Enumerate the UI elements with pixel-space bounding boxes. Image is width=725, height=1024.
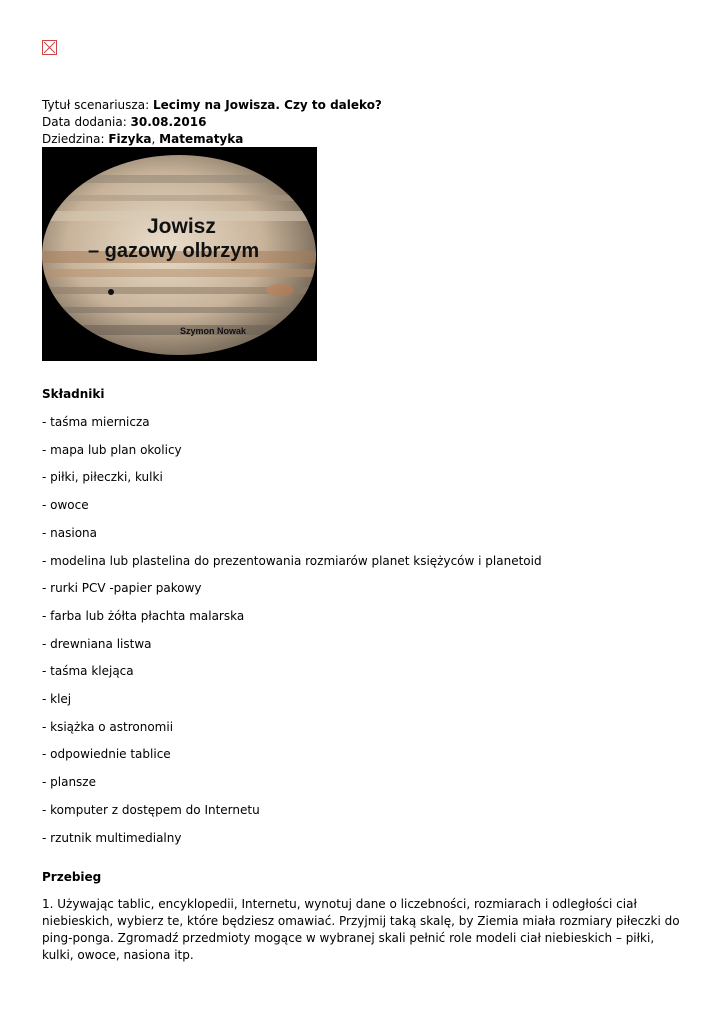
domain-row	[42, 131, 382, 148]
hero-author: Szymon Nowak	[180, 326, 247, 336]
domain-separator: ,	[151, 132, 160, 146]
ingredient-item: - piłki, piłeczki, kulki	[42, 470, 163, 485]
domain-label: Dziedzina:	[42, 132, 109, 146]
ingredient-item: - rzutnik multimedialny	[42, 830, 182, 845]
scenario-meta	[42, 97, 382, 148]
date-added-row	[42, 114, 382, 131]
ingredient-item: - modelina lub plastelina do prezentowania rozmiarów planet księżyców i planetoid	[42, 553, 542, 568]
domain-math: Matematyka	[159, 132, 244, 146]
ingredient-item: - rurki PCV -papier pakowy	[42, 581, 202, 596]
hero-title-line2: – gazowy olbrzym	[88, 240, 260, 262]
ingredients-heading: Składniki	[42, 387, 105, 401]
ingredient-item: - farba lub żółta płachta malarska	[42, 608, 245, 623]
scenario-title-label: Tytuł scenariusza:	[42, 98, 153, 112]
hero-title-line1: Jowisz	[147, 215, 216, 238]
ingredient-item: - taśma klejąca	[42, 664, 134, 679]
scenario-title-row	[42, 97, 382, 114]
procedure-heading: Przebieg	[42, 870, 102, 884]
scenario-title-value: Lecimy na Jowisza. Czy to daleko?	[152, 98, 382, 112]
ingredient-item: - taśma miernicza	[42, 415, 150, 429]
ingredient-item: - komputer z dostępem do Internetu	[42, 802, 260, 817]
ingredient-item: - drewniana listwa	[42, 636, 152, 651]
ingredient-item: - książka o astronomii	[42, 719, 174, 734]
ingredient-item: - mapa lub plan okolicy	[42, 442, 182, 457]
domain-physics: Fizyka	[108, 132, 152, 146]
ingredient-item: - odpowiednie tablice	[42, 747, 171, 762]
ingredient-item: - owoce	[42, 498, 89, 513]
broken-image-icon	[42, 40, 57, 55]
date-added-label: Data dodania:	[42, 115, 131, 129]
ingredient-item: - plansze	[42, 775, 96, 790]
jupiter-image	[42, 147, 317, 361]
ingredient-item: - nasiona	[42, 525, 97, 540]
ingredient-item: - klej	[42, 692, 72, 706]
procedure-paragraph: 1. Używając tablic, encyklopedii, Internetu, wynotuj dane o liczebności, rozmiarach i odległości ciał niebieskich, wybierz te, które będziesz omawiać. Przyjmij taką skalę, by Ziemia miała rozmiary piłeczki do ping-ponga. Zgromadź przedmioty mogące w wybranej skali pełnić role modeli ciał niebieskich – piłki, kulki, owoce, nasiona itp.	[42, 897, 680, 962]
date-added-value: 30.08.2016	[130, 115, 207, 129]
